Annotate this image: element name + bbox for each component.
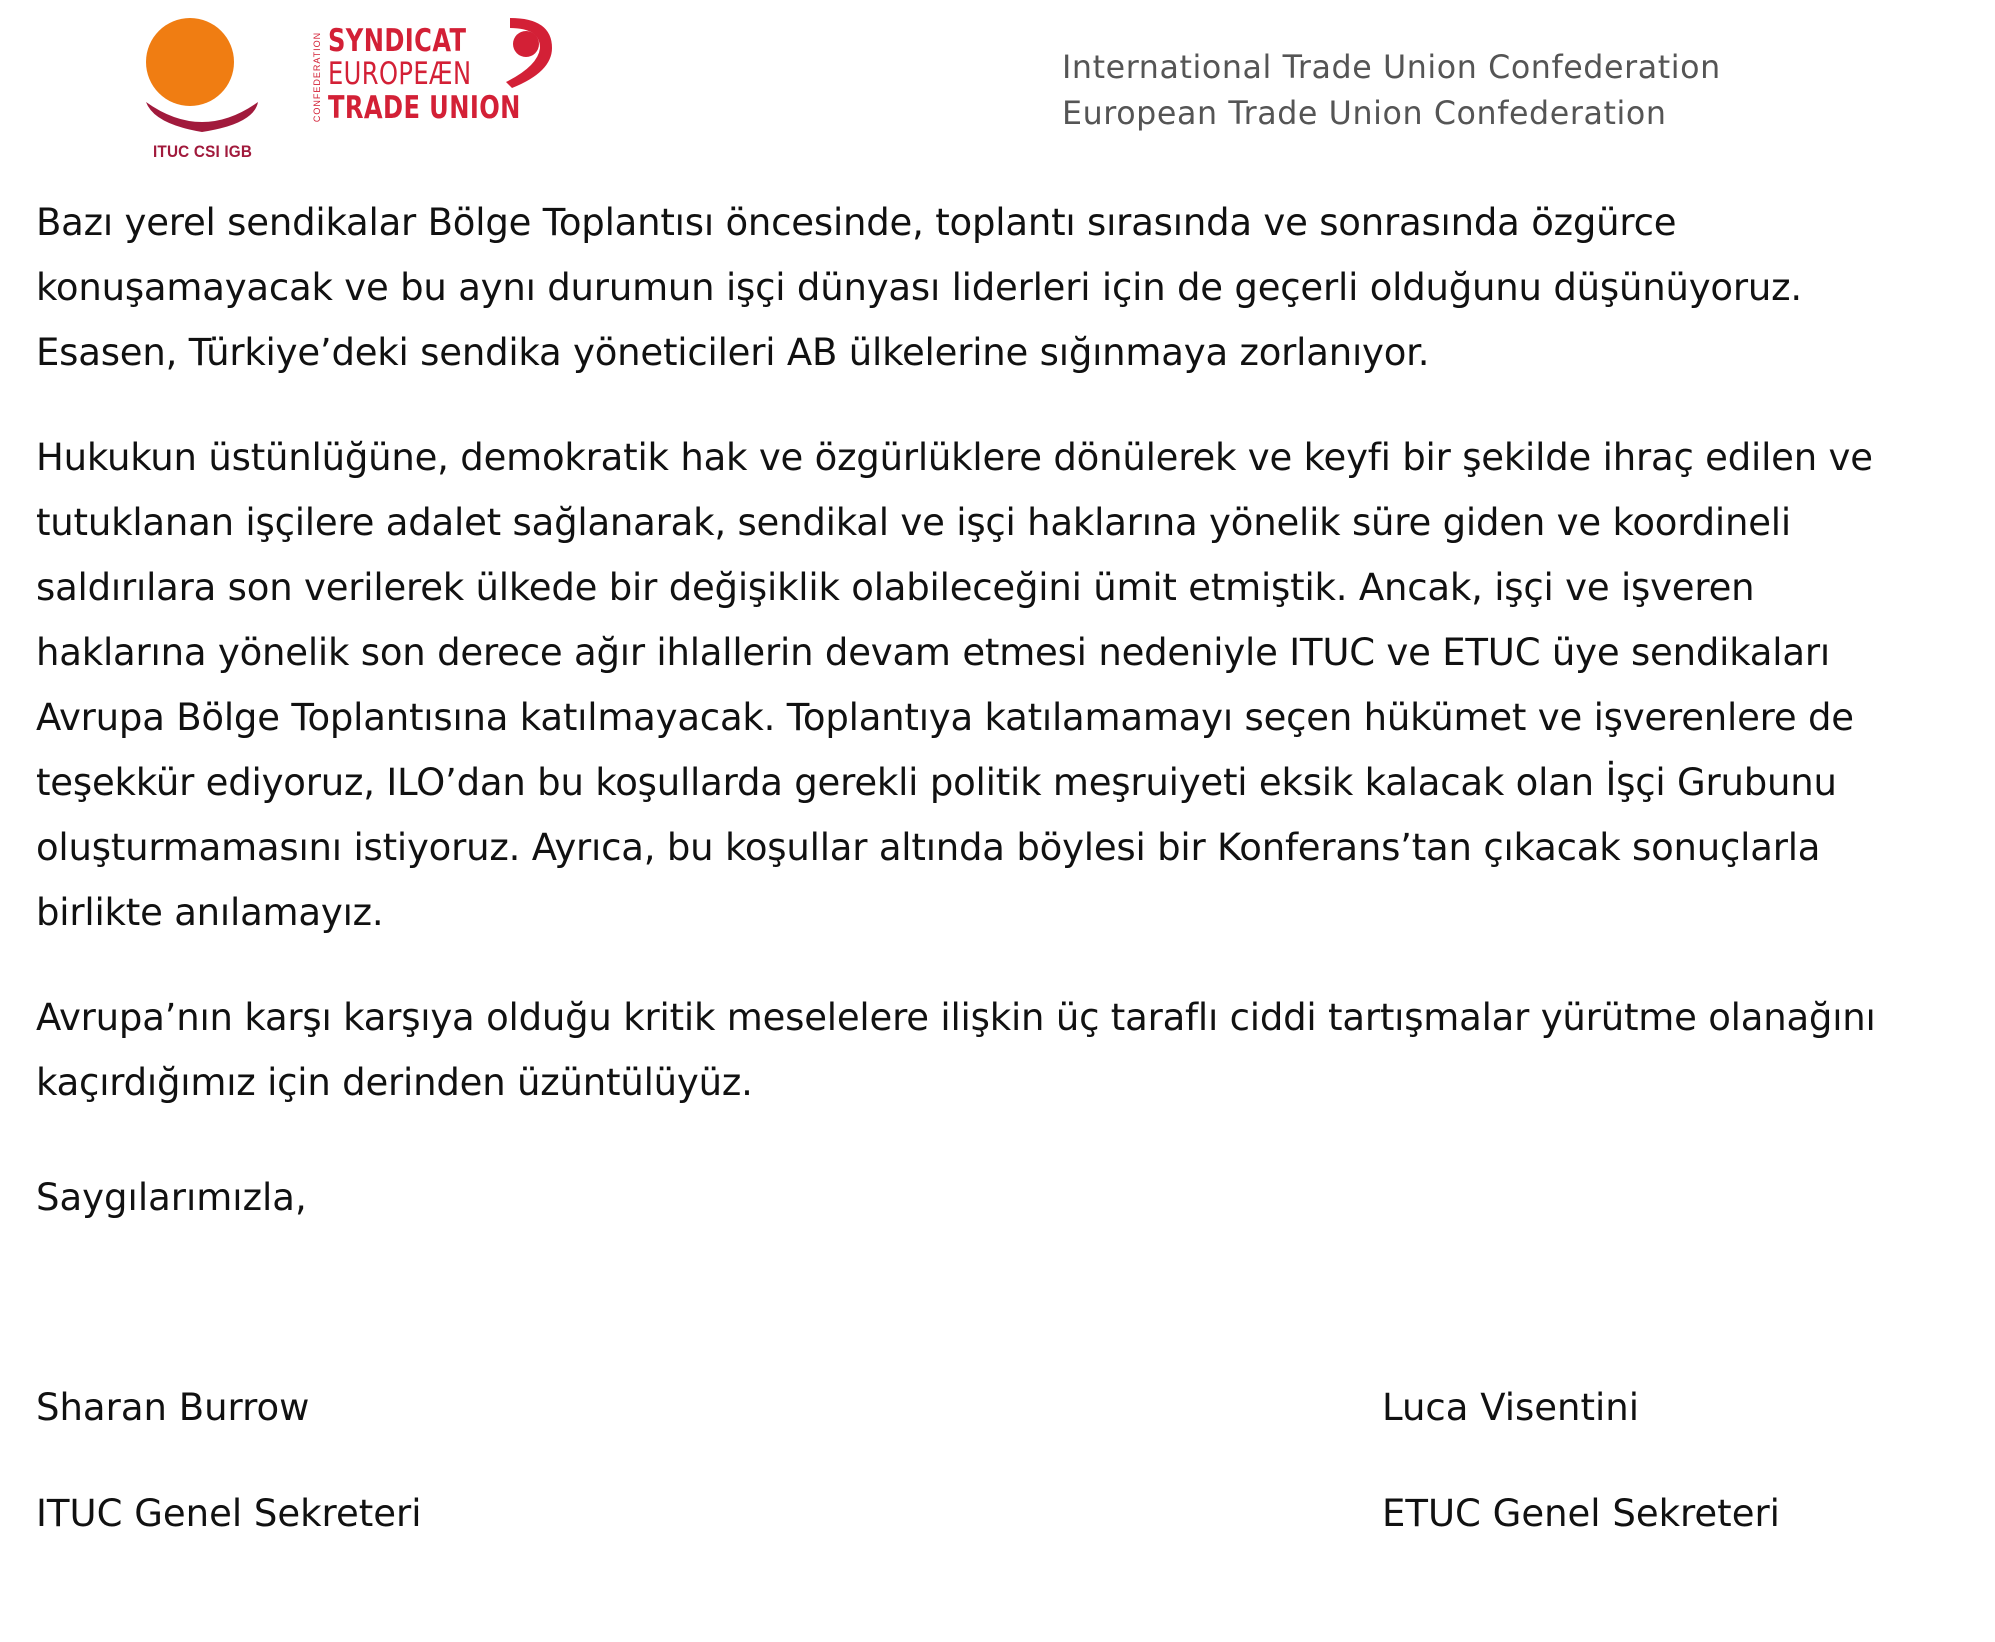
body-paragraph-2: Hukukun üstünlüğüne, demokratik hak ve özgürlüklere dönülerek ve keyfi bir şekilde ihraç edilen ve tutuklanan işçilere adalet sağlanarak, sendikal ve işçi haklarına yönelik süre giden ve koordineli saldırılara son verilerek ülkede bir değişiklik olabileceğini ümit etmiştik. Ancak, işçi ve işveren haklarına yönelik son derece ağır ihlallerin devam etmesi nedeniyle ITUC ve ETUC üye sendikaları Avrupa Bölge Toplantısına katılmayacak. Toplantıya katılamamayı seçen hükümet ve işverenlere de teşekkür ediyoruz, ILO’dan bu koşullarda gerekli politik meşruiyeti eksik kalacak olan İşçi Grubunu oluşturmamasını istiyoruz. Ayrıca, bu koşullar altında böylesi bir Konferans’tan çıkacak sonuçlarla birlikte anılamayız. (36, 436, 1873, 934)
letter-body (36, 190, 1966, 1155)
etuc-logo-line-3: TRADE UNION (328, 90, 521, 126)
etuc-logo-line-1: SYNDICAT (328, 23, 467, 59)
body-paragraph-1: Bazı yerel sendikalar Bölge Toplantısı öncesinde, toplantı sırasında ve sonrasında özgürce konuşamayacak ve bu aynı durumun işçi dünyası liderleri için de geçerli olduğunu düşünüyoruz. Esasen, Türkiye’deki sendika yöneticileri AB ülkelerine sığınmaya zorlanıyor. (36, 201, 1802, 374)
ituc-logo (140, 18, 270, 168)
body-paragraph-3: Avrupa’nın karşı karşıya olduğu kritik meselelere ilişkin üç taraflı ciddi tartışmalar yürütme olanağını kaçırdığımız için derinden üzüntülüyüz. (36, 996, 1876, 1104)
header-titles (1062, 44, 1727, 136)
signatory-right-name: Luca Visentini (1382, 1386, 1639, 1429)
header-title-ituc: International Trade Union Confederation (1062, 48, 1721, 86)
ituc-logo-caption: ITUC CSI IGB (153, 142, 253, 161)
ituc-arc-swoosh (142, 98, 262, 146)
ituc-sun-circle (146, 18, 234, 106)
signatory-left-title: ITUC Genel Sekreteri (36, 1492, 422, 1535)
signatory-left-name: Sharan Burrow (36, 1386, 310, 1429)
etuc-logo-line-2: EUROPEÆN (328, 56, 472, 92)
header-title-etuc: European Trade Union Confederation (1062, 94, 1667, 132)
signatory-right-title: ETUC Genel Sekreteri (1382, 1492, 1780, 1535)
etuc-swirl-icon (488, 14, 558, 94)
etuc-logo (310, 14, 555, 132)
closing-salutation: Saygılarımızla, (36, 1176, 307, 1219)
etuc-logo-vertical-text: CONFEDERATION (312, 31, 323, 123)
